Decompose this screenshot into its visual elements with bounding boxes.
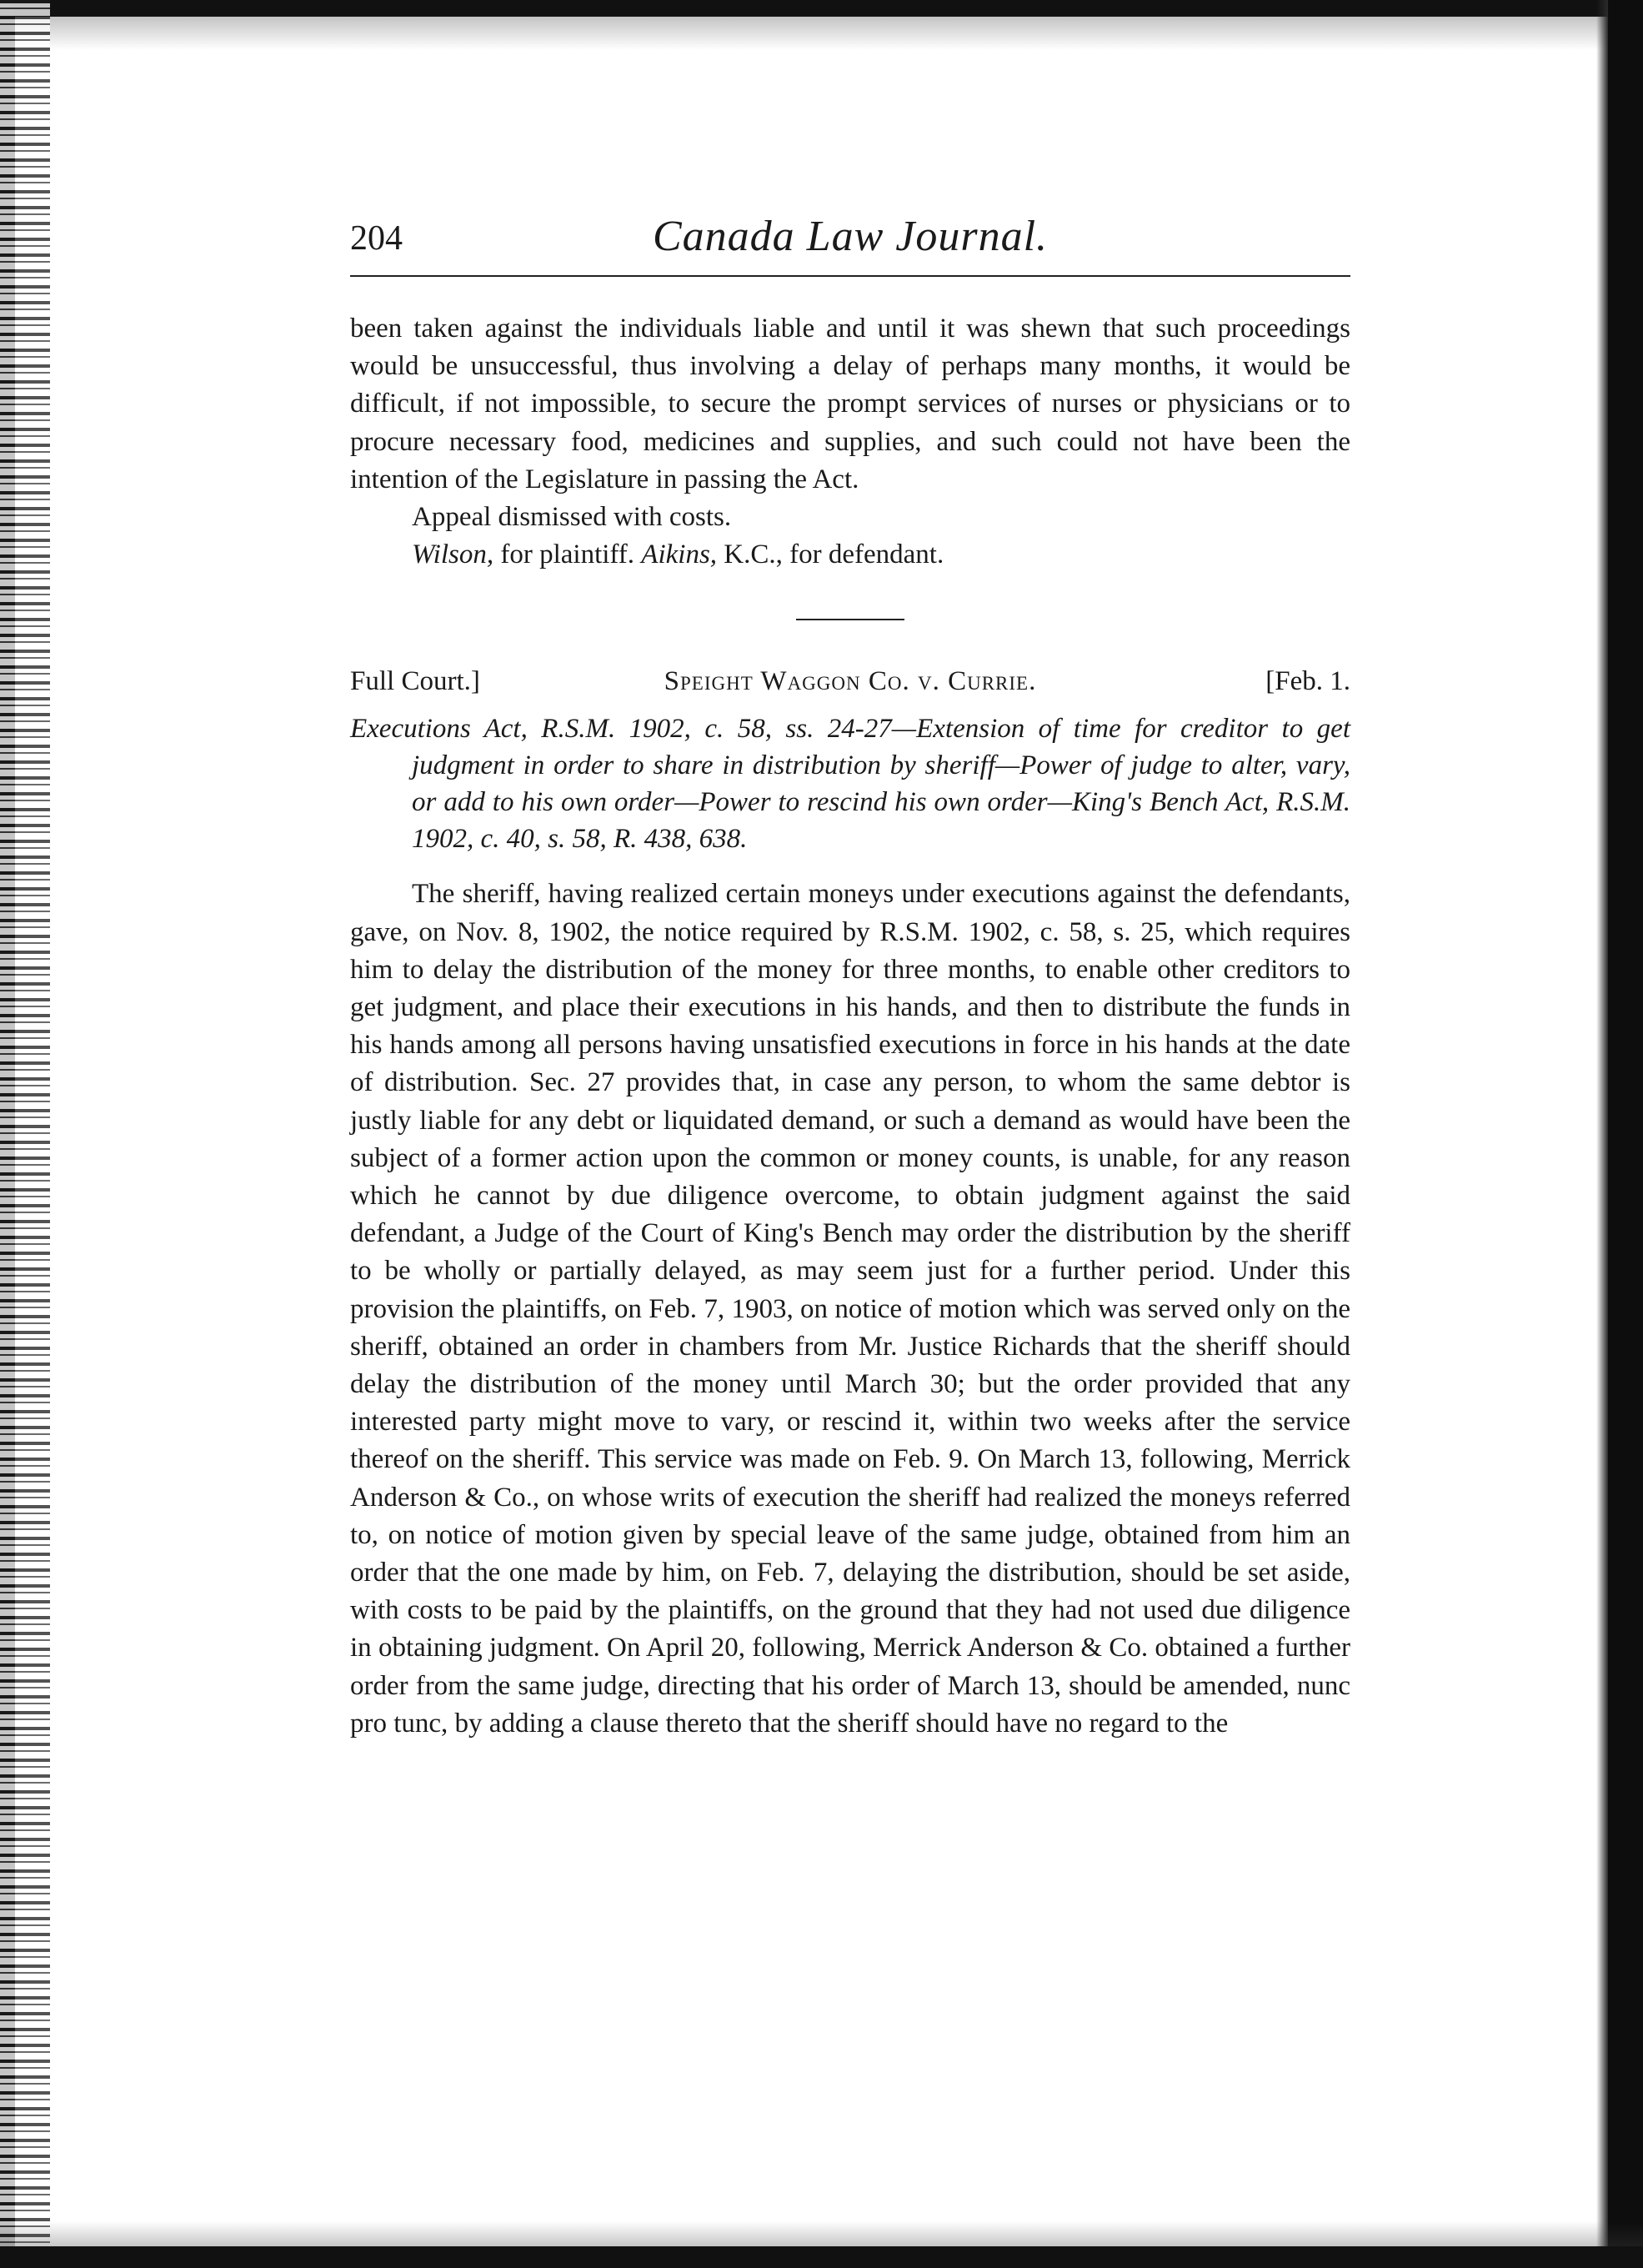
case-heading xyxy=(350,662,1350,700)
scan-border-right xyxy=(1608,0,1643,2268)
page-body xyxy=(350,310,1350,1743)
scan-shadow-right xyxy=(1596,0,1608,2268)
judgment-paragraph: The sheriff, having realized certain moneys under executions against the defendants, gave, on Nov. 8, 1902, the notice required by R.S.M. 1902, c. 58, s. 25, which requires him to delay the distribution of the money for three months, to enable other creditors to get judgment, and place their executions in his hands, and then to distribute the funds in his hands among all persons having unsatisfied executions in force in his hands at the date of distribution. Sec. 27 provides that, in case any person, to whom the same debtor is justly liable for any debt or liquidated demand, or such a demand as would have been the subject of a former action upon the common or money counts, is unable, for any reason which he cannot by due diligence overcome, to obtain judgment against the said defendant, a Judge of the Court of King's Bench may order the distribution by the sheriff to be wholly or partially delayed, as may seem just for a further period. Under this provision the plaintiffs, on Feb. 7, 1903, on notice of motion which was served only on the sheriff, obtained an order in chambers from Mr. Justice Richards that the sheriff should delay the distribution of the money until March 30; but the order provided that any interested party might move to vary, or rescind it, within two weeks after the service thereof on the sheriff. This service was made on Feb. 9. On March 13, following, Merrick Anderson & Co., on whose writs of execution the sheriff had realized the moneys referred to, on notice of motion given by special leave of the same judge, obtained from him an order that the one made by him, on Feb. 7, delaying the distribution, should be set aside, with costs to be paid by the plaintiffs, on the ground that they had not used due diligence in obtaining judgment. On April 20, following, Merrick Anderson & Co. obtained a further order from the same judge, directing that his order of March 13, should be amended, nunc pro tunc, by adding a clause thereto that the sheriff should have no regard to the xyxy=(350,879,1350,1739)
continuation-paragraph: been taken against the individuals liable and until it was shewn that such proceedings would be unsuccessful, thus involving a delay of perhaps many months, it would be difficult, if not impossible, to secure the prompt services of nurses or physicians or to procure necessary food, medicines and supplies, and such could not have been the intention of the Legislature in passing the Act. xyxy=(350,314,1350,494)
page-number: 204 xyxy=(350,219,403,258)
scan-binding-left xyxy=(0,0,50,2268)
journal-title: Canada Law Journal. xyxy=(652,213,1049,260)
plaintiff-counsel-name: Wilson, xyxy=(412,539,494,570)
disposition: Appeal dismissed with costs. xyxy=(412,502,732,533)
scan-border-top xyxy=(0,0,1643,17)
plaintiff-counsel-role: for plaintiff. xyxy=(500,539,635,570)
running-head xyxy=(350,208,1350,277)
case-date: [Feb. 1. xyxy=(1265,666,1350,697)
case-title: Speight Waggon Co. v. Currie. xyxy=(664,666,1037,697)
journal-page xyxy=(350,208,1350,1743)
case-headnote: Executions Act, R.S.M. 1902, c. 58, ss. 24-27—Extension of time for creditor to get judgment in order to share in distribution by sheriff—Power of judge to alter, vary, or add to his own order—Power to rescind his own order—King's Bench Act, R.S.M. 1902, c. 40, s. 58, R. 438, 638. xyxy=(350,714,1350,855)
court-name: Full Court.] xyxy=(350,666,480,697)
scan-shadow-bottom xyxy=(0,2221,1643,2246)
scan-border-bottom xyxy=(0,2246,1643,2268)
defendant-counsel-role: K.C., for defendant. xyxy=(724,539,944,570)
scan-shadow-top xyxy=(0,17,1643,50)
defendant-counsel-name: Aikins, xyxy=(641,539,718,570)
counsel-line xyxy=(350,536,1350,574)
section-divider xyxy=(796,619,904,620)
